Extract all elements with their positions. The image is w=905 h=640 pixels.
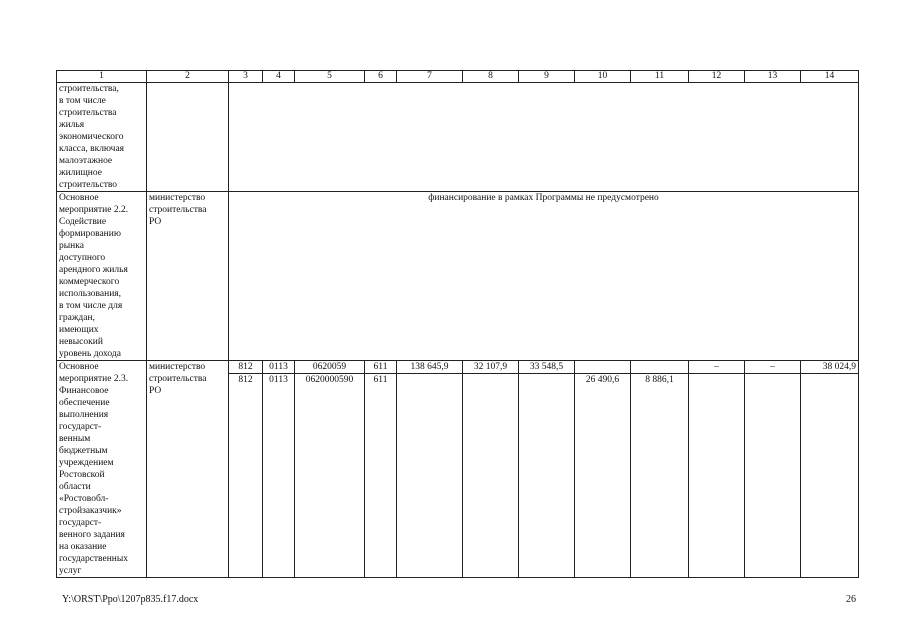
year-amount xyxy=(689,374,745,578)
grbs-code: 812 xyxy=(229,374,263,578)
col-number: 9 xyxy=(519,71,575,83)
table-row xyxy=(57,361,859,374)
year-amount xyxy=(575,361,631,374)
col-number: 3 xyxy=(229,71,263,83)
col-number: 13 xyxy=(745,71,801,83)
program-name-cell: Основное мероприятие 2.2. Содействие формированию рынка доступного арендного жилья коммерческого использования, в том числе для граждан, имеющих невысокий уровень дохода xyxy=(57,192,147,361)
executor-cell xyxy=(147,83,229,192)
year-amount xyxy=(519,374,575,578)
year-amount: – xyxy=(745,361,801,374)
vr-code: 611 xyxy=(365,361,397,374)
year-amount: – xyxy=(689,361,745,374)
year-amount: 33 548,5 xyxy=(519,361,575,374)
year-amount xyxy=(631,361,689,374)
executor-cell: министерство строительства РО xyxy=(147,361,229,578)
year-amount xyxy=(745,374,801,578)
table-row xyxy=(57,83,859,192)
total-amount xyxy=(397,374,463,578)
not-financed-note: финансирование в рамках Программы не предусмотрено xyxy=(229,192,859,361)
col-number: 10 xyxy=(575,71,631,83)
year-amount xyxy=(801,374,859,578)
rzpr-code: 0113 xyxy=(263,361,295,374)
total-amount: 138 645,9 xyxy=(397,361,463,374)
program-name-cell: Основное мероприятие 2.3. Финансовое обеспечение выполнения государст- венным бюджетным учреждением Ростовской области «Ростовобл- стройзаказчик» государст- венного задания на оказание государственных услуг xyxy=(57,361,147,578)
column-number-row xyxy=(57,71,859,83)
col-number: 1 xyxy=(57,71,147,83)
grbs-code: 812 xyxy=(229,361,263,374)
year-amount: 26 490,6 xyxy=(575,374,631,578)
col-number: 2 xyxy=(147,71,229,83)
vr-code: 611 xyxy=(365,374,397,578)
csr-code: 0620000590 xyxy=(295,374,365,578)
page-number: 26 xyxy=(846,594,856,605)
col-number: 14 xyxy=(801,71,859,83)
col-number: 4 xyxy=(263,71,295,83)
year-amount: 32 107,9 xyxy=(463,361,519,374)
budget-table xyxy=(56,70,859,578)
rzpr-code: 0113 xyxy=(263,374,295,578)
csr-code: 0620059 xyxy=(295,361,365,374)
year-amount: 38 024,9 xyxy=(801,361,859,374)
file-path: Y:\ORST\Ppo\1207p835.f17.docx xyxy=(62,594,199,605)
executor-cell: министерство строительства РО xyxy=(147,192,229,361)
col-number: 8 xyxy=(463,71,519,83)
col-number: 5 xyxy=(295,71,365,83)
col-number: 12 xyxy=(689,71,745,83)
empty-merged-cell xyxy=(229,83,859,192)
col-number: 7 xyxy=(397,71,463,83)
col-number: 11 xyxy=(631,71,689,83)
table-row xyxy=(57,192,859,361)
col-number: 6 xyxy=(365,71,397,83)
year-amount: 8 886,1 xyxy=(631,374,689,578)
program-name-cell: строительства, в том числе строительства жилья экономического класса, включая малоэтажное жилищное строительство xyxy=(57,83,147,192)
year-amount xyxy=(463,374,519,578)
